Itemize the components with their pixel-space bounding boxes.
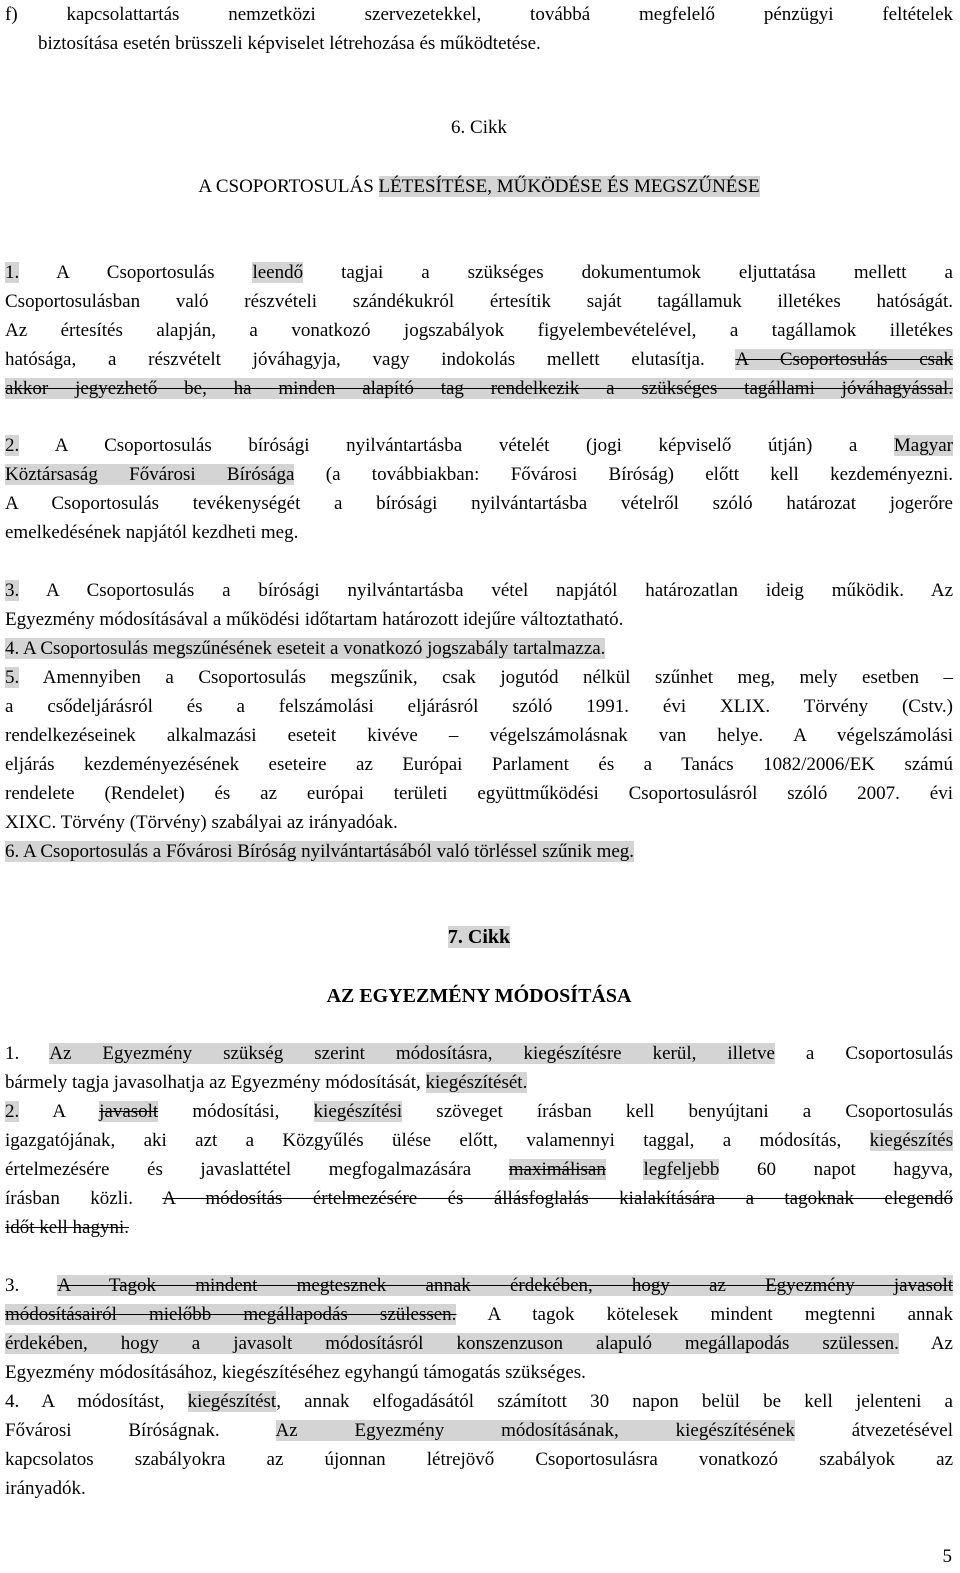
paragraph-line: a csődeljárásról és a felszámolási eljárásról szóló 1991. évi XLIX. Törvény (Cstv.) [5,696,953,717]
paragraph-line: 6. A Csoportosulás a Fővárosi Bíróság nyilvántartásából való törléssel szűnik meg. [5,841,635,862]
paragraph-line: 4. A módosítást, kiegészítést, annak elfogadásától számított 30 napon belül be kell jelenteni a [5,1391,953,1412]
paragraph-line: értelmezésére és javaslattétel megfogalmazására maximálisan legfeljebb 60 napot hagyva, [5,1159,953,1180]
paragraph-line: 5. Amennyiben a Csoportosulás megszűnik, csak jogutód nélkül szűnhet meg, mely esetben – [5,667,953,688]
paragraph-line: 3. A Tagok mindent megtesznek annak érdekében, hogy az Egyezmény javasolt [5,1275,953,1296]
paragraph-line: Csoportosulásban való részvételi szándékukról értesítik saját tagállamuk illetékes hatóságát. [5,291,953,312]
paragraph-line: igazgatójának, aki azt a Közgyűlés ülése előtt, valamennyi taggal, a módosítás, kiegészítés [5,1130,953,1151]
paragraph-line: Egyezmény módosításához, kiegészítéséhez egyhangú támogatás szükséges. [5,1362,586,1383]
paragraph-line: írásban közli. A módosítás értelmezésére és állásfoglalás kialakítására a tagoknak elegendő [5,1188,953,1209]
paragraph-line: kapcsolatos szabályokra az újonnan létrejövő Csoportosulásra vonatkozó szabályok az [5,1449,953,1470]
paragraph-line: Köztársaság Fővárosi Bírósága (a továbbiakban: Fővárosi Bíróság) előtt kell kezdeményezni. [5,464,953,485]
paragraph-line: rendelete (Rendelet) és az európai területi együttműködési Csoportosulásról szóló 2007. évi [5,783,953,804]
paragraph-line: 1. A Csoportosulás leendő tagjai a szükséges dokumentumok eljuttatása mellett a [5,262,953,283]
article-title: AZ EGYEZMÉNY MÓDOSÍTÁSA [326,985,632,1007]
article-number: 7. Cikk [447,926,511,948]
paragraph-line: eljárás kezdeményezésének eseteire az Európai Parlament és a Tanács 1082/2006/EK számú [5,754,953,775]
paragraph-line: 3. A Csoportosulás a bírósági nyilvántartásba vétel napjától határozatlan ideig működik. Az [5,580,953,601]
article-number: 6. Cikk [451,117,507,138]
text-line: f) kapcsolattartás nemzetközi szervezetekkel, továbbá megfelelő pénzügyi feltételek [5,4,953,25]
paragraph-line: XIXC. Törvény (Törvény) szabályai az irányadóak. [5,812,398,833]
paragraph-line: 4. A Csoportosulás megszűnésének eseteit a vonatkozó jogszabály tartalmazza. [5,638,606,659]
page-number: 5 [942,1546,952,1567]
text-line: biztosítása esetén brüsszeli képviselet létrehozása és működtetése. [38,33,541,54]
article-title: A CSOPORTOSULÁS LÉTESÍTÉSE, MŰKÖDÉSE ÉS MEGSZŰNÉSE [198,176,760,197]
paragraph-line: emelkedésének napjától kezdheti meg. [5,522,299,543]
paragraph-line: hatósága, a részvételt jóváhagyja, vagy indokolás mellett elutasítja. A Csoportosulás csak [5,349,954,370]
paragraph-line: 2. A Csoportosulás bírósági nyilvántartásba vételét (jogi képviselő útján) a Magyar [5,435,953,456]
paragraph-line: Az értesítés alapján, a vonatkozó jogszabályok figyelembevételével, a tagállamok illetékes [5,320,953,341]
paragraph-line: módosításairól mielőbb megállapodás szülessen. A tagok kötelesek mindent megtenni annak [5,1304,953,1325]
paragraph-line: Fővárosi Bíróságnak. Az Egyezmény módosításának, kiegészítésének átvezetésével [5,1420,953,1441]
paragraph-line: érdekében, hogy a javasolt módosításról konszenzuson alapuló megállapodás szülessen. Az [5,1333,953,1354]
paragraph-line: 2. A javasolt módosítási, kiegészítési szöveget írásban kell benyújtani a Csoportosulás [5,1101,954,1122]
paragraph-line: 1. Az Egyezmény szükség szerint módosításra, kiegészítésre kerül, illetve a Csoportosulás [5,1043,954,1064]
paragraph-line: időt kell hagyni. [5,1217,130,1238]
paragraph-line: irányadók. [5,1478,86,1499]
paragraph-line: rendelkezéseinek alkalmazási eseteit kivéve – végelszámolásnak van helye. A végelszámolási [5,725,953,746]
paragraph-line: bármely tagja javasolhatja az Egyezmény módosítását, kiegészítését. [5,1072,528,1093]
paragraph-line: A Csoportosulás tevékenységét a bírósági nyilvántartásba vételről szóló határozat jogerőre [5,493,953,514]
paragraph-line: akkor jegyezhető be, ha minden alapító tag rendelkezik a szükséges tagállami jóváhagyással. [5,378,953,399]
paragraph-line: Egyezmény módosításával a működési időtartam határozott idejűre változtatható. [5,609,624,630]
